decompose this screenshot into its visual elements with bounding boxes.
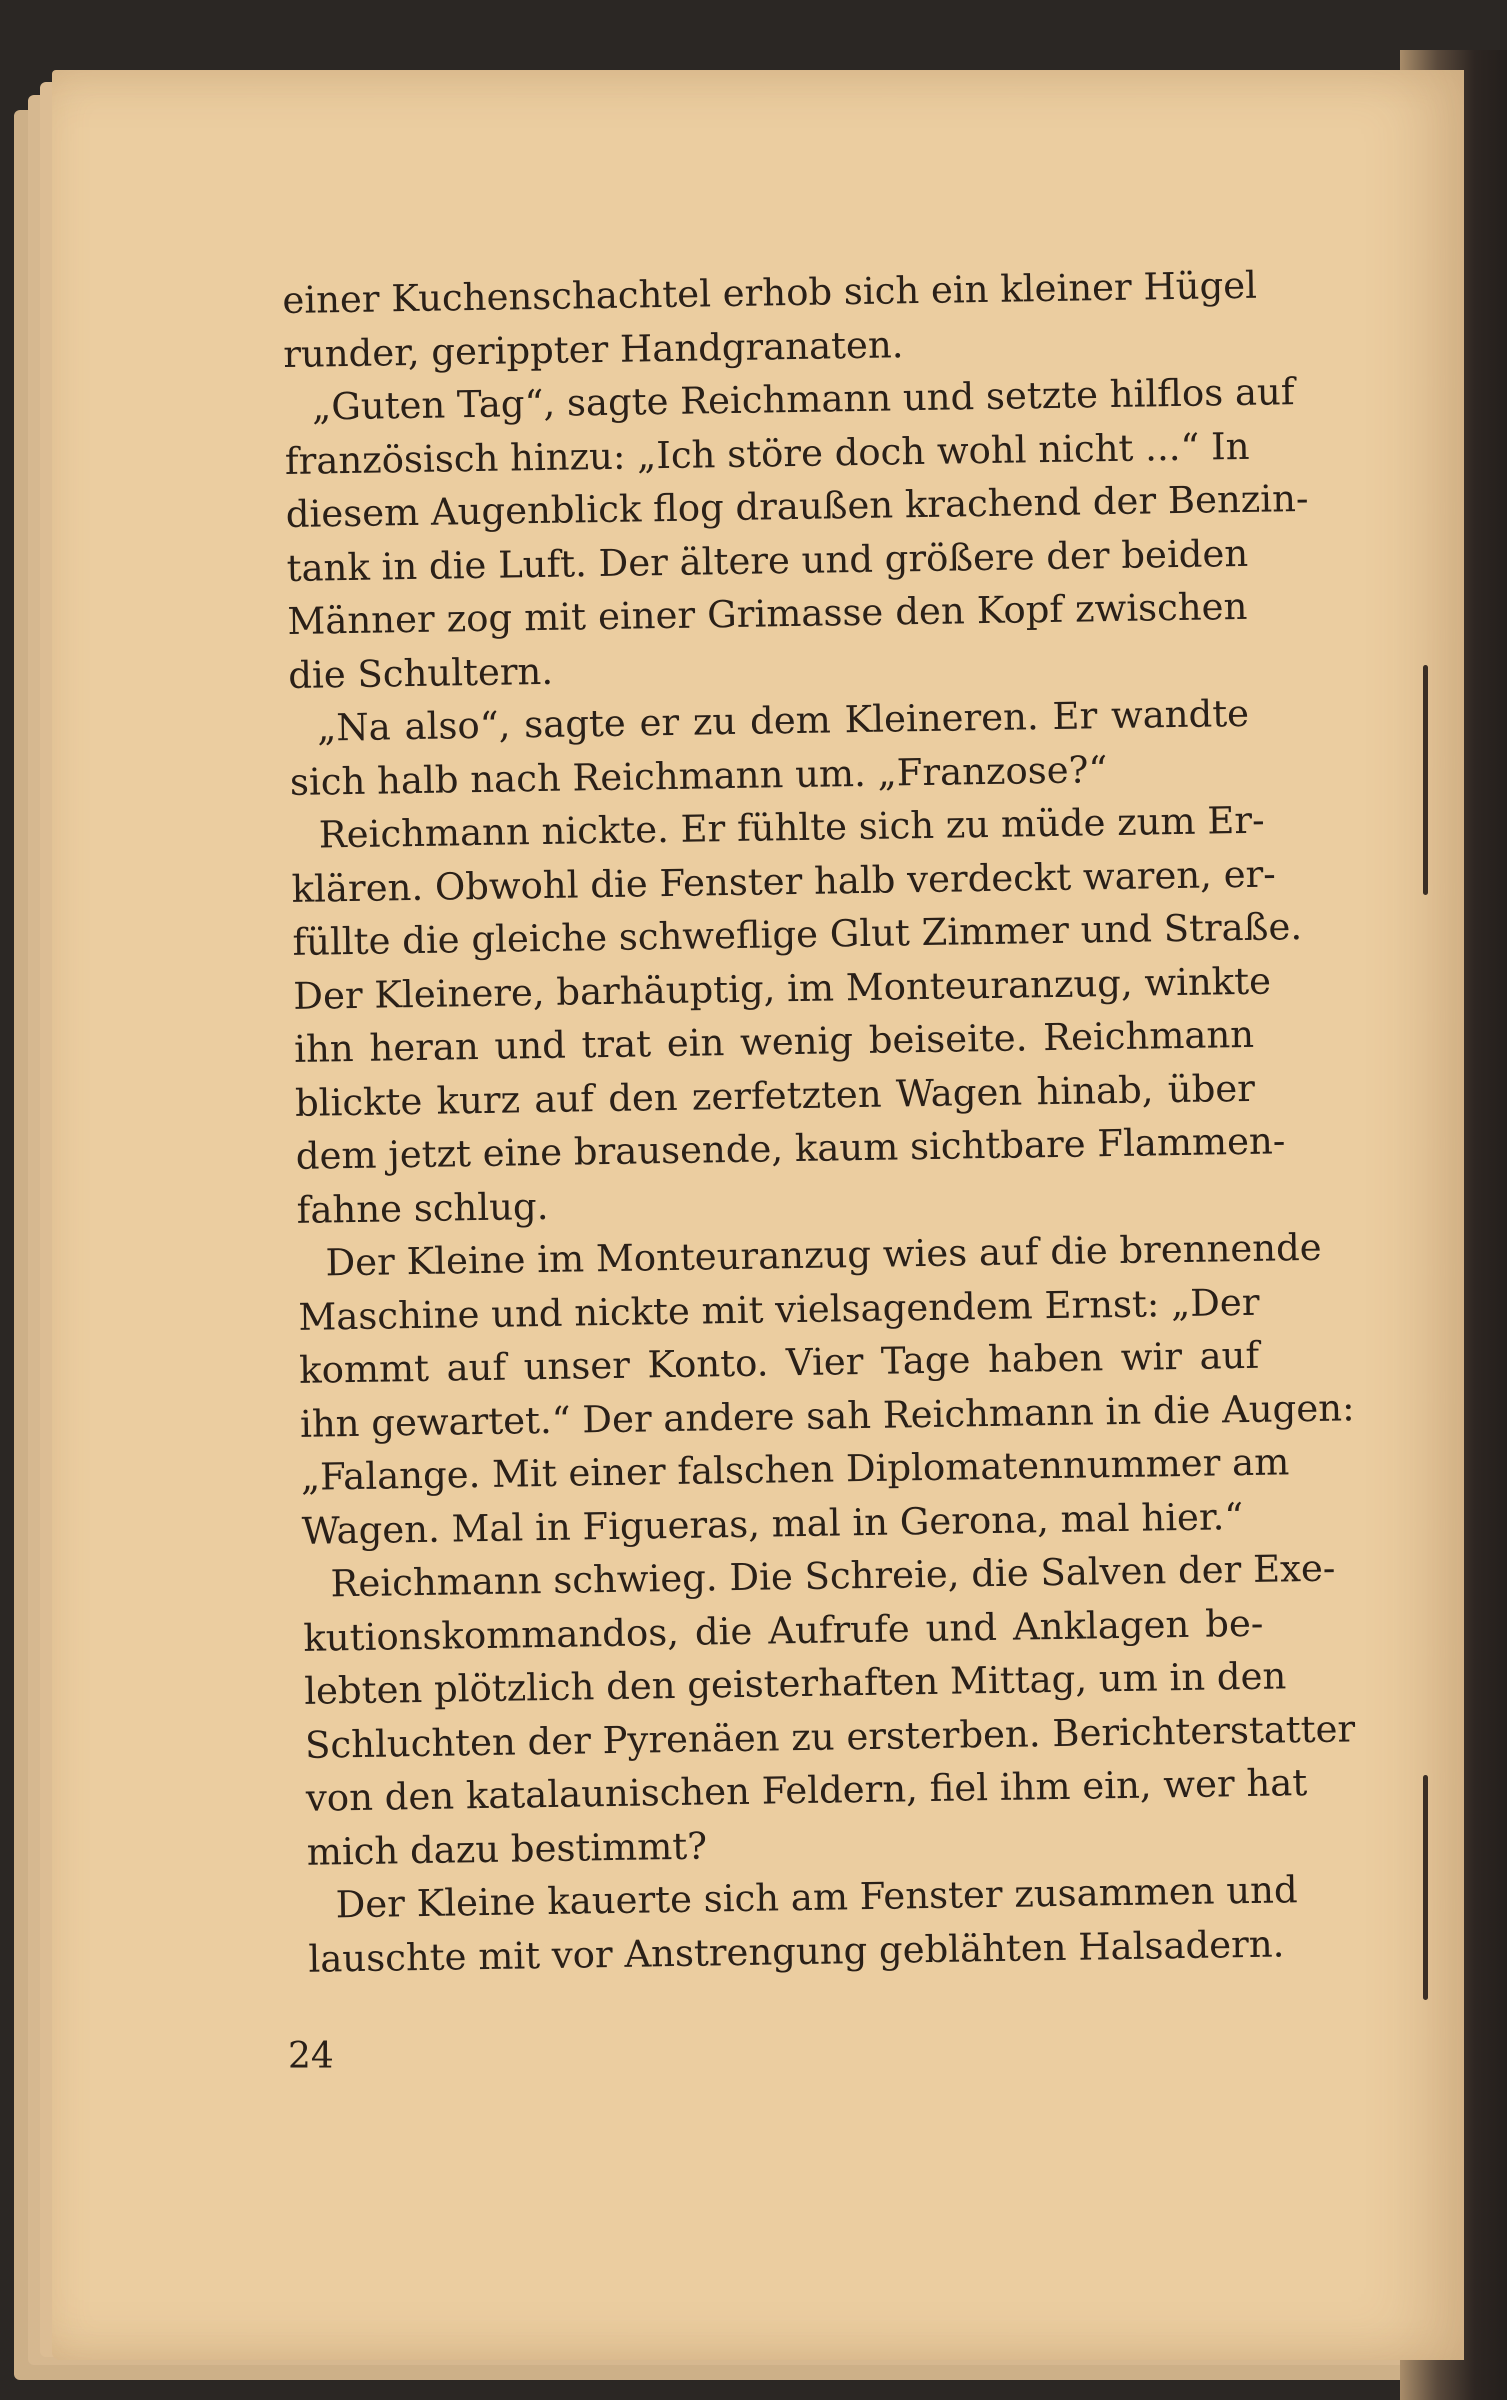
text-line: lauschte mit vor Anstrengung geblähten Halsadern. — [308, 1921, 1285, 1981]
text-line: kutionskommandos, die Aufrufe und Anklagen be- — [303, 1601, 1264, 1660]
page-number: 24 — [288, 2036, 334, 2077]
text-line: Der Kleinere, barhäuptig, im Monteuranzug, winkte — [293, 959, 1272, 1018]
text-line: tank in die Luft. Der ältere und größere der beiden — [286, 531, 1249, 590]
body-text — [282, 259, 1356, 1986]
text-line: mich dazu bestimmt? — [306, 1824, 708, 1874]
text-line: fahne schlug. — [296, 1184, 549, 1232]
text-line: ihn gewartet.“ Der andere sah Reichmann in die Augen: — [299, 1385, 1355, 1446]
text-line: blickte kurz auf den zerfetzten Wagen hinab, über — [294, 1066, 1256, 1125]
text-line: „Falange. Mit einer falschen Diplomatennummer am — [300, 1440, 1290, 1499]
text-line: kommt auf unser Konto. Vier Tage haben wir auf — [298, 1333, 1260, 1392]
text-line: füllte die gleiche schweflige Glut Zimmer und Straße. — [292, 905, 1303, 964]
text-line: Schluchten der Pyrenäen zu ersterben. Berichterstatter — [304, 1706, 1356, 1767]
text-line: lebten plötzlich den geisterhaften Mittag, um in den — [303, 1654, 1287, 1713]
text-line: französisch hinzu: „Ich störe doch wohl nicht ...“ In — [284, 424, 1250, 483]
text-line: Wagen. Mal in Figueras, mal in Gerona, mal hier.“ — [301, 1494, 1244, 1553]
text-line: Maschine und nickte mit vielsagendem Ernst: „Der — [298, 1280, 1260, 1339]
binding-thread — [1423, 1775, 1428, 2000]
text-line: Männer zog mit einer Grimasse den Kopf zwischen — [287, 584, 1248, 643]
text-line: sich halb nach Reichmann um. „Franzose?“ — [289, 747, 1108, 804]
text-line: „Guten Tag“, sagte Reichmann und setzte hilflos auf — [311, 370, 1295, 429]
text-line: Reichmann schwieg. Die Schreie, die Salven der Exe- — [330, 1546, 1336, 1606]
text-line: Der Kleine im Monteuranzug wies auf die brennende — [325, 1225, 1322, 1285]
text-line: die Schultern. — [287, 649, 554, 697]
text-line: dem jetzt eine brausende, kaum sichtbare Flammen- — [295, 1119, 1286, 1178]
text-line: diesem Augenblick flog draußen krachend der Benzin- — [285, 476, 1309, 536]
text-line: Der Kleine kauerte sich am Fenster zusammen und — [335, 1868, 1298, 1927]
text-line: „Na also“, sagte er zu dem Kleineren. Er wandte — [316, 691, 1250, 750]
text-line: Reichmann nickte. Er fühlte sich zu müde zum Er- — [318, 798, 1265, 857]
text-line: von den katalaunischen Feldern, fiel ihm ein, wer hat — [305, 1761, 1308, 1820]
text-line: runder, gerippter Handgranaten. — [282, 322, 904, 376]
text-line: einer Kuchenschachtel erhob sich ein kleiner Hügel — [282, 263, 1258, 322]
text-line: klären. Obwohl die Fenster halb verdeckt waren, er- — [291, 851, 1277, 911]
binding-thread — [1423, 665, 1428, 895]
text-line: ihn heran und trat ein wenig beiseite. Reichmann — [293, 1012, 1255, 1071]
